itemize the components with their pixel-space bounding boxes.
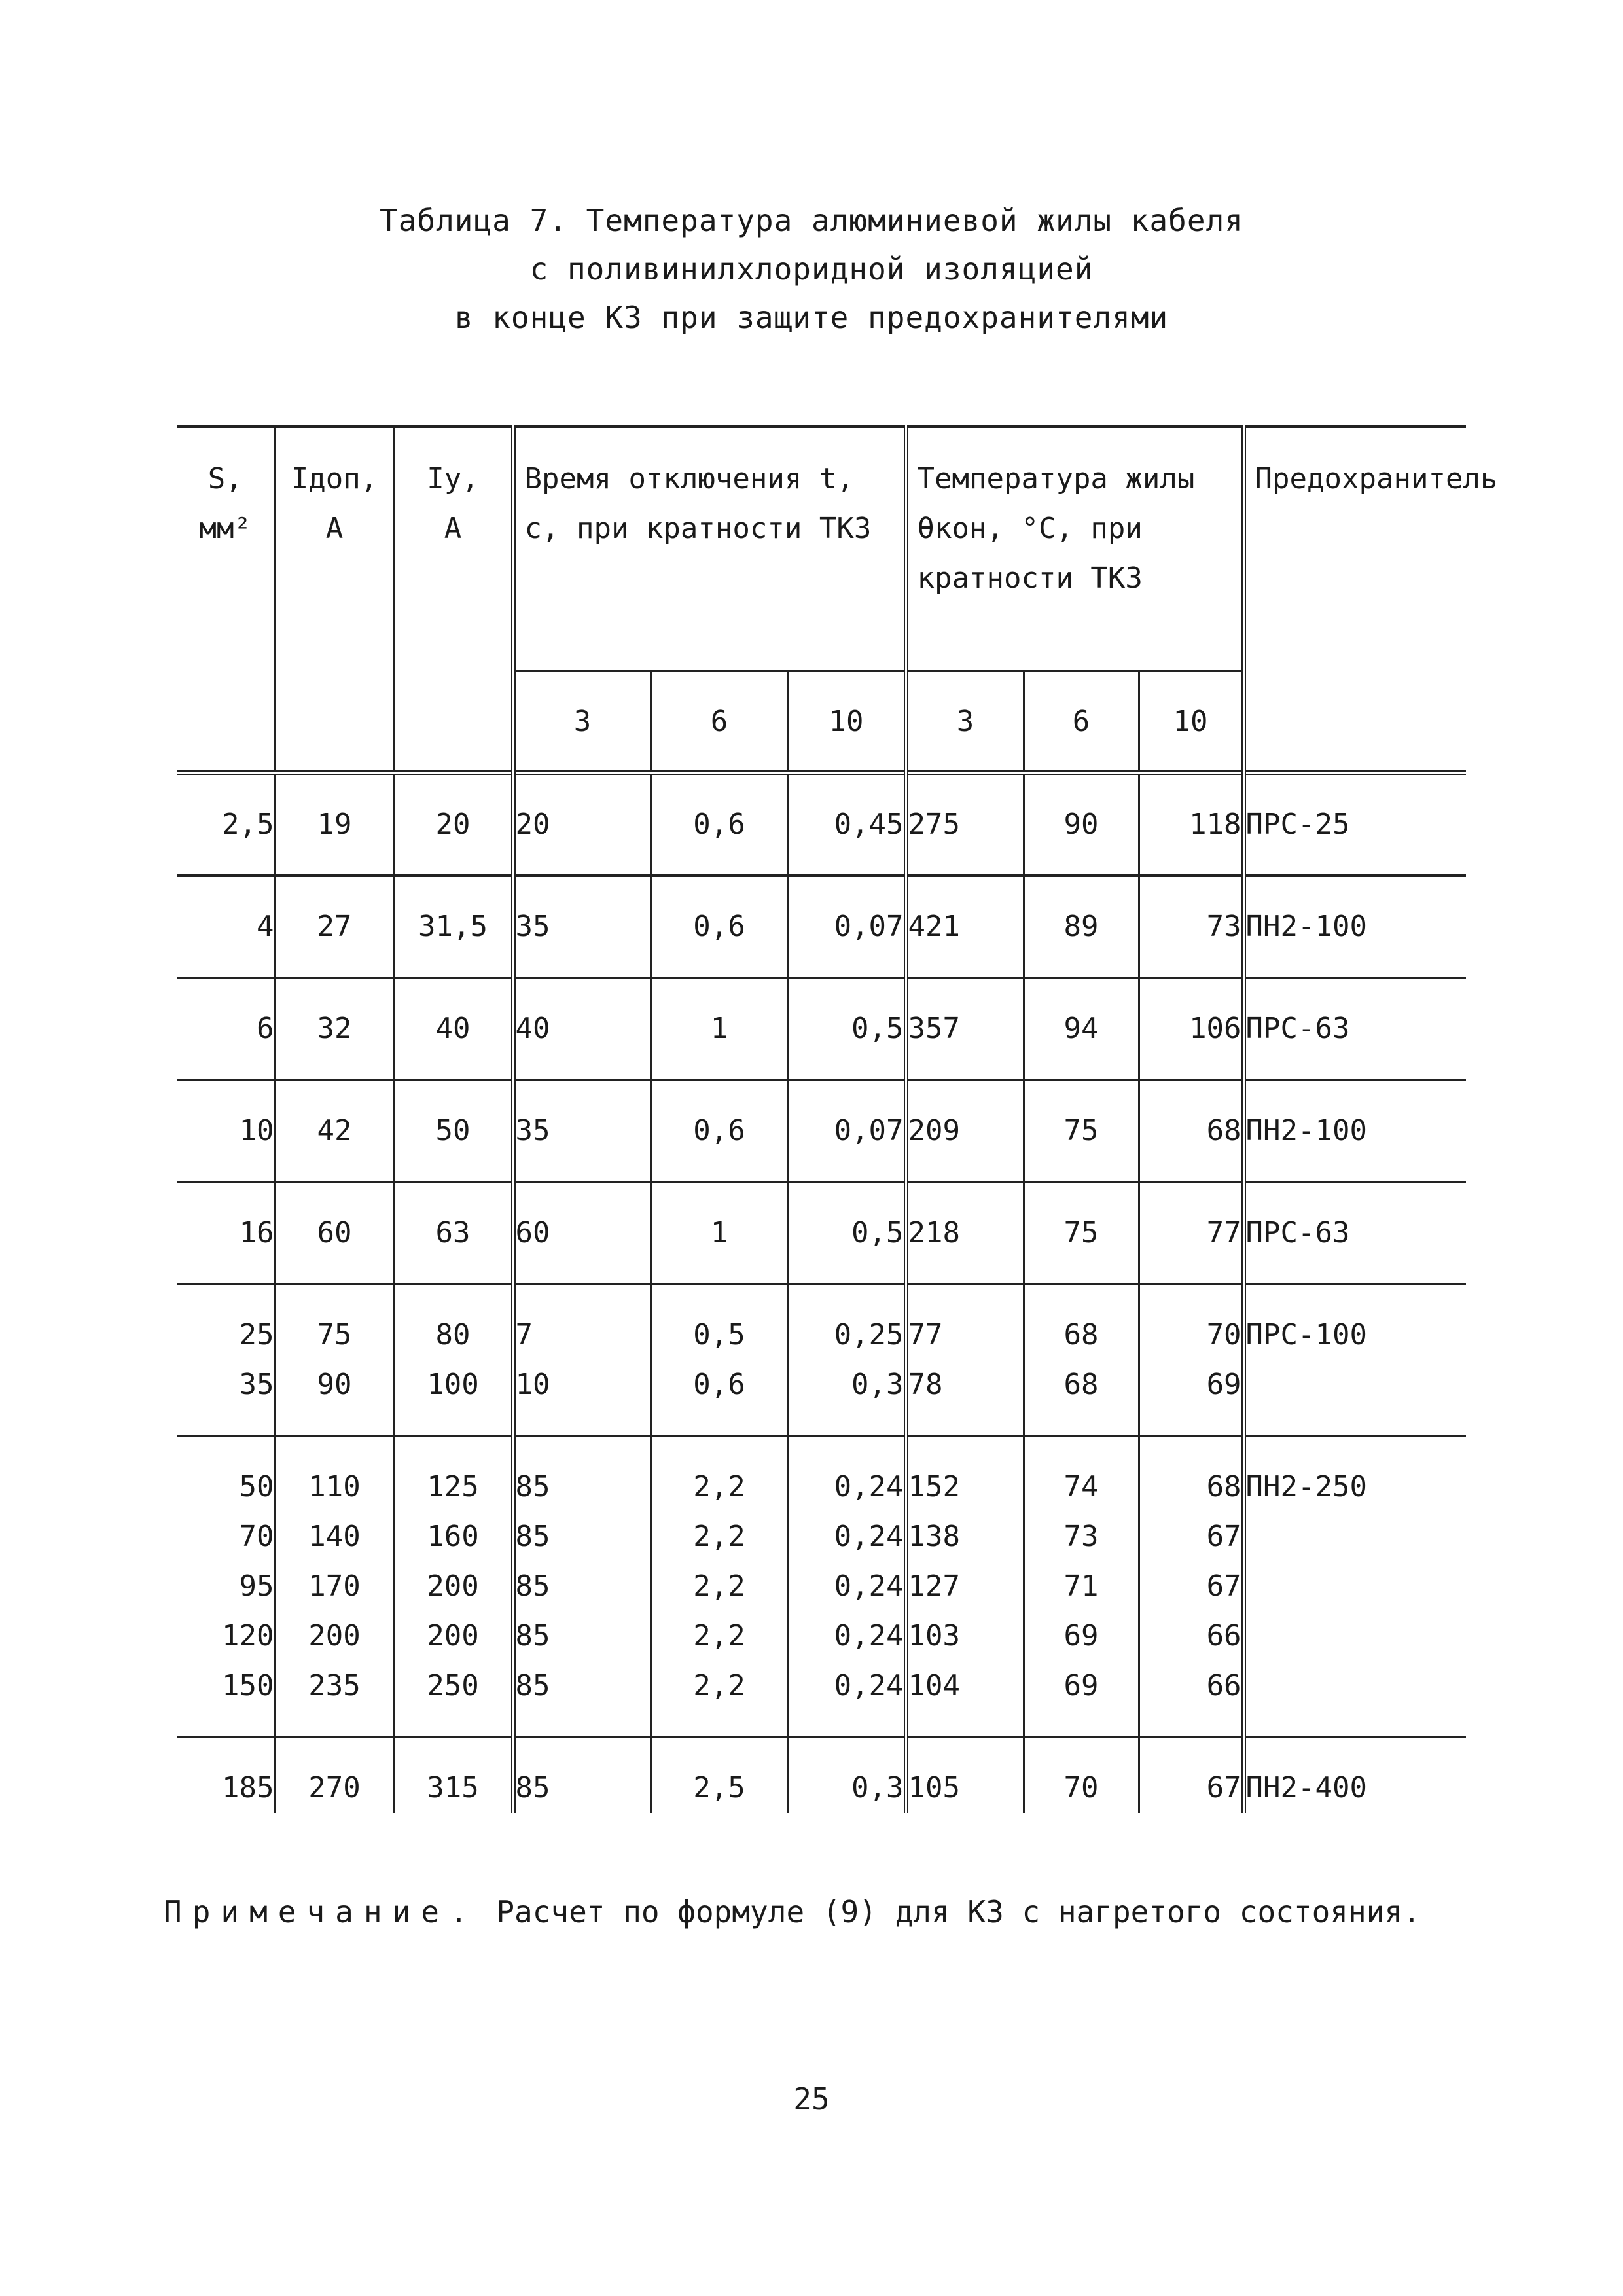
cell-th6: 70 [1024,1737,1139,1813]
cell-fuse: ПРС-25 [1243,773,1466,876]
header-temperature: Температура жилы θкон, °С, при кратности ТКЗ [906,427,1243,672]
cell-idop: 75 [275,1284,394,1360]
cell-s: 120 [177,1611,275,1661]
cell-t6: 0,6 [651,1360,788,1436]
cell-iy: 200 [394,1611,513,1661]
cell-iy: 50 [394,1080,513,1182]
cell-fuse: ПРС-100 [1243,1284,1466,1360]
cell-th3: 77 [906,1284,1024,1360]
cell-th6: 89 [1024,876,1139,978]
cell-idop: 235 [275,1661,394,1737]
header-time-3: 3 [513,672,651,773]
cell-s: 25 [177,1284,275,1360]
cell-t6: 0,6 [651,773,788,876]
cell-t10: 0,24 [788,1611,906,1661]
cell-t3: 35 [513,876,651,978]
cell-t10: 0,24 [788,1436,906,1512]
caption-line-3: в конце КЗ при защите предохранителями [454,300,1169,335]
table-row [177,1562,1466,1611]
cell-t3: 85 [513,1512,651,1562]
cell-iy: 80 [394,1284,513,1360]
cell-idop: 60 [275,1182,394,1284]
cell-t6: 1 [651,1182,788,1284]
cell-idop: 200 [275,1611,394,1661]
cell-idop: 32 [275,978,394,1080]
cell-t6: 2,2 [651,1436,788,1512]
cell-t3: 60 [513,1182,651,1284]
cell-th6: 94 [1024,978,1139,1080]
table-row [177,978,1466,1080]
cell-idop: 19 [275,773,394,876]
header-temp-3: 3 [906,672,1024,773]
cell-t3: 35 [513,1080,651,1182]
cell-t3: 85 [513,1436,651,1512]
table-body [177,773,1466,1814]
cell-t6: 0,6 [651,1080,788,1182]
table-row [177,1436,1466,1512]
caption-line-1: Таблица 7. Температура алюминиевой жилы кабеля [380,203,1243,238]
table-row [177,1182,1466,1284]
header-fuse: Предохранитель [1243,427,1466,773]
cell-th3: 275 [906,773,1024,876]
cell-idop: 42 [275,1080,394,1182]
cell-t10: 0,3 [788,1737,906,1813]
cell-th3: 127 [906,1562,1024,1611]
header-time-10: 10 [788,672,906,773]
cell-iy: 31,5 [394,876,513,978]
cell-th3: 104 [906,1661,1024,1737]
cell-t6: 0,6 [651,876,788,978]
cell-idop: 27 [275,876,394,978]
cell-fuse: ПН2-250 [1243,1436,1466,1512]
cell-t3: 85 [513,1737,651,1813]
cell-idop: 270 [275,1737,394,1813]
cell-th3: 152 [906,1436,1024,1512]
cell-t3: 20 [513,773,651,876]
cell-th6: 68 [1024,1360,1139,1436]
cell-th3: 357 [906,978,1024,1080]
temperature-table [177,425,1498,1813]
cell-t3: 85 [513,1611,651,1661]
cell-t6: 2,2 [651,1512,788,1562]
cell-fuse: ПРС-63 [1243,978,1466,1080]
cell-fuse [1243,1661,1466,1737]
cell-iy: 100 [394,1360,513,1436]
header-time-6: 6 [651,672,788,773]
header-temp-6: 6 [1024,672,1139,773]
cell-th10: 67 [1139,1562,1243,1611]
cell-idop: 90 [275,1360,394,1436]
cell-th10: 68 [1139,1436,1243,1512]
table-row [177,1512,1466,1562]
header-temp-10: 10 [1139,672,1243,773]
cell-fuse [1243,1562,1466,1611]
cell-iy: 125 [394,1436,513,1512]
cell-th10: 77 [1139,1182,1243,1284]
cell-th3: 138 [906,1512,1024,1562]
cell-t3: 10 [513,1360,651,1436]
cell-t6: 1 [651,978,788,1080]
cell-s: 150 [177,1661,275,1737]
table-row [177,1284,1466,1360]
cell-idop: 110 [275,1436,394,1512]
cell-th6: 71 [1024,1562,1139,1611]
cell-t6: 0,5 [651,1284,788,1360]
note [164,1885,1459,1939]
cell-s: 50 [177,1436,275,1512]
cell-t10: 0,24 [788,1562,906,1611]
note-text: Расчет по формуле (9) для КЗ с нагретого состояния. [478,1894,1421,1929]
cell-t10: 0,24 [788,1661,906,1737]
cell-fuse [1243,1611,1466,1661]
cell-s: 185 [177,1737,275,1813]
cell-t10: 0,25 [788,1284,906,1360]
header-row [177,427,1466,672]
cell-th10: 106 [1139,978,1243,1080]
cell-th6: 69 [1024,1661,1139,1737]
cell-iy: 315 [394,1737,513,1813]
cell-th3: 78 [906,1360,1024,1436]
header-iy: Iу, А [394,427,513,773]
cell-t3: 40 [513,978,651,1080]
cell-t10: 0,3 [788,1360,906,1436]
cell-t10: 0,5 [788,1182,906,1284]
cell-th10: 66 [1139,1611,1243,1661]
cell-iy: 20 [394,773,513,876]
cell-t3: 7 [513,1284,651,1360]
table-row [177,1661,1466,1737]
cell-th3: 103 [906,1611,1024,1661]
cell-t6: 2,2 [651,1611,788,1661]
cell-th10: 66 [1139,1661,1243,1737]
cell-s: 16 [177,1182,275,1284]
cell-s: 4 [177,876,275,978]
header-time: Время отключения t, с, при кратности ТКЗ [513,427,906,672]
cell-th6: 75 [1024,1182,1139,1284]
cell-t6: 2,2 [651,1562,788,1611]
header-idop: Iдоп, А [275,427,394,773]
cell-iy: 200 [394,1562,513,1611]
cell-t10: 0,07 [788,876,906,978]
cell-fuse: ПН2-100 [1243,1080,1466,1182]
cell-iy: 63 [394,1182,513,1284]
cell-s: 10 [177,1080,275,1182]
cell-fuse: ПРС-63 [1243,1182,1466,1284]
cell-s: 70 [177,1512,275,1562]
page-number: 25 [793,2081,830,2117]
cell-th10: 67 [1139,1737,1243,1813]
cell-idop: 170 [275,1562,394,1611]
cell-iy: 250 [394,1661,513,1737]
cell-th6: 90 [1024,773,1139,876]
cell-th6: 75 [1024,1080,1139,1182]
cell-t3: 85 [513,1661,651,1737]
caption-line-2: с поливинилхлоридной изоляцией [529,251,1094,287]
cell-s: 35 [177,1360,275,1436]
cell-fuse: ПН2-400 [1243,1737,1466,1813]
table-row [177,1080,1466,1182]
cell-th6: 74 [1024,1436,1139,1512]
cell-t10: 0,45 [788,773,906,876]
header-s: S, мм² [177,427,275,773]
cell-th10: 68 [1139,1080,1243,1182]
cell-th10: 67 [1139,1512,1243,1562]
cell-th3: 105 [906,1737,1024,1813]
cell-fuse [1243,1360,1466,1436]
table-row [177,1360,1466,1436]
cell-t6: 2,5 [651,1737,788,1813]
cell-s: 2,5 [177,773,275,876]
cell-th10: 70 [1139,1284,1243,1360]
cell-th6: 73 [1024,1512,1139,1562]
cell-th10: 118 [1139,773,1243,876]
cell-fuse [1243,1512,1466,1562]
cell-th6: 69 [1024,1611,1139,1661]
cell-t6: 2,2 [651,1661,788,1737]
cell-t10: 0,07 [788,1080,906,1182]
table-row [177,773,1466,876]
cell-idop: 140 [275,1512,394,1562]
table-row [177,1611,1466,1661]
cell-fuse: ПН2-100 [1243,876,1466,978]
cell-t10: 0,5 [788,978,906,1080]
cell-th10: 73 [1139,876,1243,978]
cell-th6: 68 [1024,1284,1139,1360]
cell-iy: 160 [394,1512,513,1562]
cell-th3: 218 [906,1182,1024,1284]
cell-iy: 40 [394,978,513,1080]
cell-th10: 69 [1139,1360,1243,1436]
table-row [177,1737,1466,1813]
note-label: Примечание. [164,1894,478,1929]
table-caption [0,196,1623,342]
cell-th3: 421 [906,876,1024,978]
cell-s: 95 [177,1562,275,1611]
cell-t10: 0,24 [788,1512,906,1562]
cell-t3: 85 [513,1562,651,1611]
cell-th3: 209 [906,1080,1024,1182]
cell-s: 6 [177,978,275,1080]
table-row [177,876,1466,978]
